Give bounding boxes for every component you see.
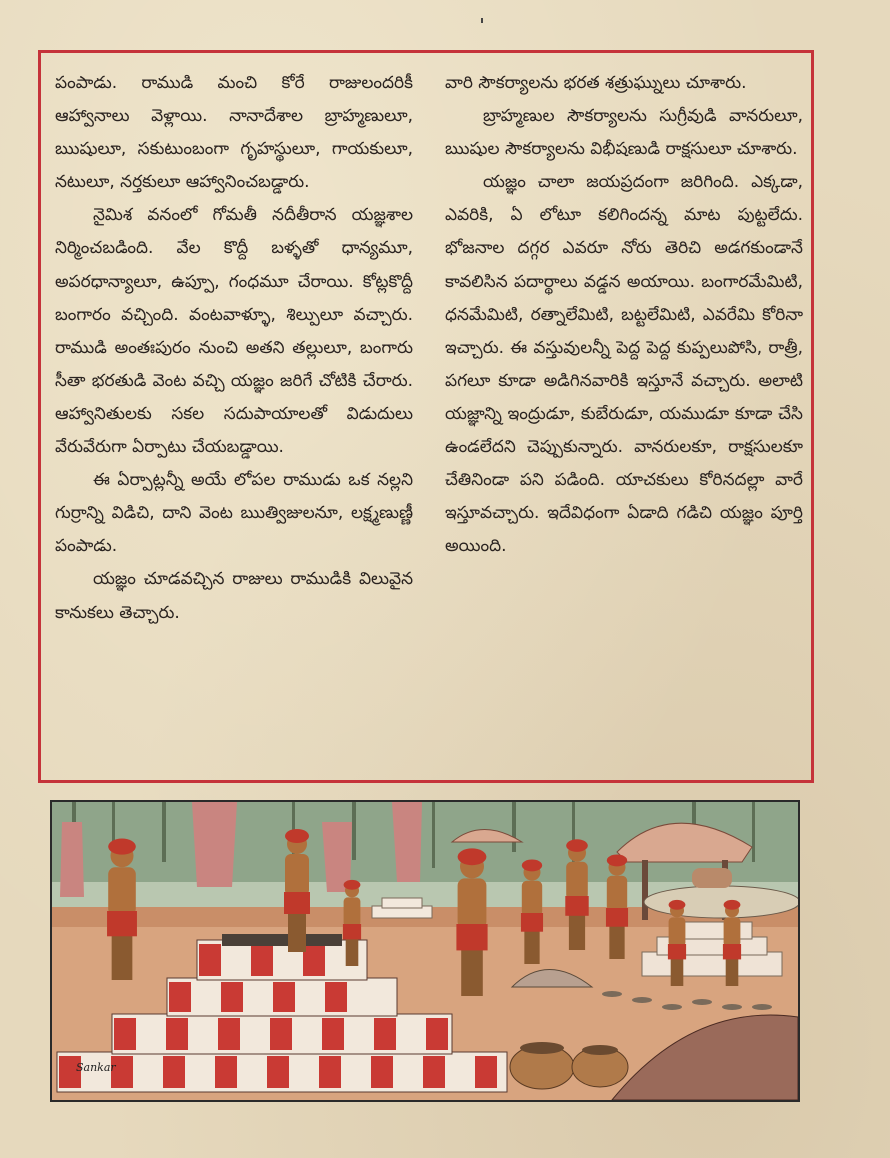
person-cloth [521, 913, 543, 932]
paragraph: యజ్ఞం చూడవచ్చిన రాజులు రాముడికి విలువైన కానుకలు తెచ్చారు. [55, 569, 413, 623]
person-turban [522, 859, 542, 871]
person-body [108, 867, 136, 915]
altar-brick [251, 944, 273, 976]
speck [481, 18, 483, 23]
person-legs [671, 958, 684, 986]
altar-brick [423, 1056, 445, 1088]
person-cloth [107, 911, 137, 936]
paragraph: బ్రాహ్మణుల సౌకర్యాలను సుగ్రీవుడి వానరులూ, ఋషుల సౌకర్యాలను విభీషణుడి రాక్షసులూ చూశారు. [445, 106, 803, 160]
fire-pit [222, 934, 342, 946]
altar-brick [218, 1018, 240, 1050]
person-legs [524, 930, 539, 964]
person-body [669, 917, 686, 946]
right-column [445, 67, 803, 563]
grinding-wheel [644, 886, 798, 918]
person-body [344, 897, 361, 926]
person-cloth [565, 896, 588, 916]
person-body [522, 881, 542, 917]
person-legs [609, 925, 624, 959]
altar-brick [325, 982, 347, 1012]
altar-brick [319, 1056, 341, 1088]
altar-brick [303, 944, 325, 976]
paragraph: నైమిశ వనంలో గోమతీ నదీతీరాన యజ్ఞశాల నిర్మించబడింది. వేల కొద్దీ బళ్ళతో ధాన్యమూ, అపరధాన్యాలూ, ఉప్పూ, గంధమూ చేరాయి. కోట్లకొద్దీ బంగారం వచ్చింది. వంటవాళ్ళూ, శిల్పులూ వచ్చారు. రాముడి అంతఃపురం నుంచి అతని తల్లులూ, బంగారు సీతా భరతుడి వెంట వచ్చి యజ్ఞం జరిగే చోటికి చేరారు. ఆహ్వానితులకు సకల సదుపాయాలతో విడుదులు వేరువేరుగా ఏర్పాటు చేయబడ్డాయి. [55, 205, 413, 458]
artist-signature: Sankar [76, 1061, 116, 1074]
illustration-canvas [52, 802, 798, 1100]
altar-brick [475, 1056, 497, 1088]
person-legs [461, 948, 483, 996]
altar-brick [371, 1056, 393, 1088]
paragraph: ఈ ఏర్పాట్లన్నీ అయే లోపల రాముడు ఒక నల్లని గుర్రాన్ని విడిచి, దాని వెంట ఋత్విజులనూ, లక్ష్మణుణ్ణీ పంపాడు. [55, 470, 413, 557]
person-cloth [723, 944, 741, 959]
person-cloth [606, 908, 628, 927]
person-legs [569, 914, 585, 950]
person-turban [724, 900, 741, 910]
person-cloth [284, 892, 310, 914]
person-cloth [343, 924, 361, 939]
altar-brick [273, 982, 295, 1012]
stone-slab [382, 898, 422, 908]
altar-brick [322, 1018, 344, 1050]
altar-brick [169, 982, 191, 1012]
person-turban [285, 829, 309, 843]
altar-brick [426, 1018, 448, 1050]
person-turban [566, 839, 588, 852]
altar-brick [267, 1056, 289, 1088]
altar-brick [166, 1018, 188, 1050]
person-cloth [668, 944, 686, 959]
person-legs [288, 912, 306, 952]
person-turban [669, 900, 686, 910]
person-turban [344, 880, 361, 890]
person-legs [112, 934, 133, 980]
person-body [566, 862, 588, 900]
person-body [458, 878, 487, 928]
person-cloth [456, 924, 487, 950]
person-body [285, 854, 309, 896]
person-turban [458, 848, 487, 865]
person-body [607, 876, 627, 912]
altar-brick [199, 944, 221, 976]
altar-brick [215, 1056, 237, 1088]
text-frame [38, 50, 814, 783]
left-column [55, 67, 413, 630]
person-legs [726, 958, 739, 986]
person-turban [108, 839, 136, 855]
altar-brick [163, 1056, 185, 1088]
paragraph: వారి సౌకర్యాలను భరత శత్రుఘ్నులు చూశారు. [445, 73, 747, 93]
altar-brick [270, 1018, 292, 1050]
paragraph: పంపాడు. రాముడి మంచి కోరే రాజులందరికీ ఆహ్వానాలు వెళ్లాయి. నానాదేశాల బ్రాహ్మణులూ, ఋషులూ, సకుటుంబంగా గృహస్థులూ, గాయకులూ, నటులూ, నర్తకులూ ఆహ్వానించబడ్డారు. [55, 73, 413, 193]
yagna-illustration [50, 800, 800, 1102]
paragraph: యజ్ఞం చాలా జయప్రదంగా జరిగింది. ఎక్కడా, ఎవరికి, ఏ లోటూ కలిగిందన్న మాట పుట్టలేదు. భోజనాల దగ్గర ఎవరూ నోరు తెరిచి అడగకుండానే కావలిసిన పదార్థాలు వడ్డన అయాయి. బంగారమేమిటి, ధనమేమిటి, రత్నాలేమిటి, బట్టలేమిటి, ఎవరేమి కోరినా ఇచ్చారు. ఈ వస్తువులన్నీ పెద్ద పెద్ద కుప్పలుపోసి, రాత్రీ, పగలూ కూడా అడిగినవారికి ఇస్తూనే వచ్చారు. అలాటి యజ్ఞాన్ని ఇంద్రుడూ, కుబేరుడూ, యముడూ కూడా చేసి ఉండలేదని చెప్పుకున్నారు. వానరులకూ, రాక్షసులకూ చేతినిండా పని పడింది. యాచకులు కోరినదల్లా వారే ఇస్తూవచ్చారు. ఇదేవిధంగా ఏడాది గడిచి యజ్ఞం పూర్తి అయింది. [445, 172, 803, 557]
altar-brick [221, 982, 243, 1012]
hut-pole [642, 860, 648, 920]
person-body [724, 917, 741, 946]
person-turban [607, 854, 627, 866]
person-legs [346, 938, 359, 966]
grinding-roller [692, 868, 732, 888]
altar-brick [374, 1018, 396, 1050]
altar-brick [114, 1018, 136, 1050]
